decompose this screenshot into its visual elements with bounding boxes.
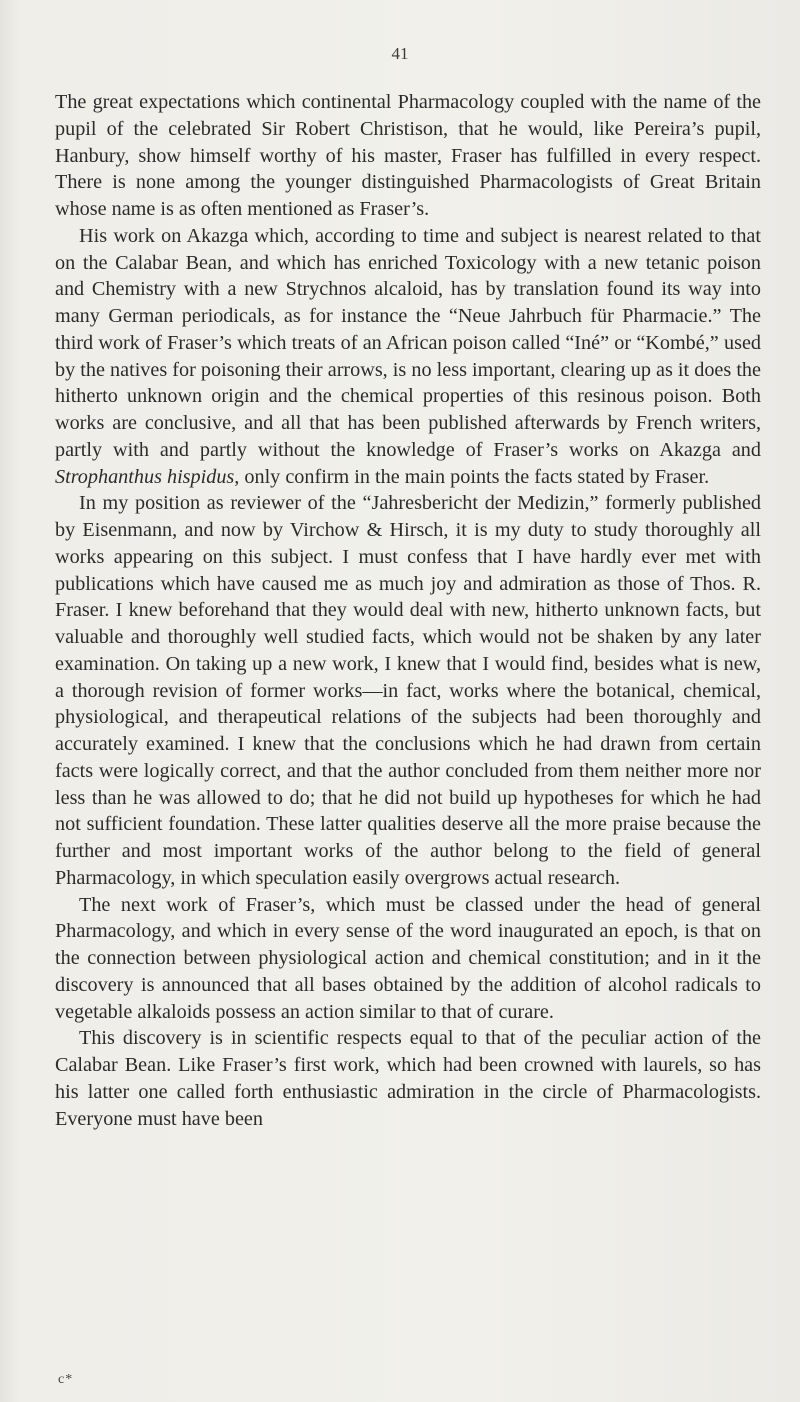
paragraph-1: The great expectations which continental Pharmacology coupled with the name of the pupil of the celebrated Sir Robert Christison, that he would, like Pereira’s pupil, Hanbury, show himself worthy of his master, Fraser has fulfilled in every respect. There is none among the younger distinguished Pharmacologists of Great Britain whose name is as often mentioned as Fraser’s. bbox=[55, 91, 761, 220]
paragraph-2-tail: , only confirm in the main points the facts stated by Fraser. bbox=[234, 465, 710, 488]
paragraph-2 bbox=[55, 223, 761, 491]
paragraph-3: In my position as reviewer of the “Jahresbericht der Medizin,” formerly published by Eisenmann, and now by Virchow & Hirsch, it is my duty to study thoroughly all works appearing on this subject. I must confess that I have hardly ever met with publications which have caused me as much joy and admiration as those of Thos. R. Fraser. I knew beforehand that they would deal with new, hitherto unknown facts, but valuable and thoroughly well studied facts, which would not be shaken by any later examination. On taking up a new work, I knew that I would find, besides what is new, a thorough revision of former works—in fact, works where the botanical, chemical, physiological, and therapeutical relations of the subjects had been thoroughly and accurately examined. I knew that the conclusions which he had drawn from certain facts were logically correct, and that the author concluded from them neither more nor less than he was allowed to do; that he did not build up hypotheses for which he had not sufficient foundation. These latter qualities deserve all the more praise because the further and most important works of the author belong to the field of general Pharmacology, in which speculation easily overgrows actual research. bbox=[55, 492, 761, 889]
paragraph-4: The next work of Fraser’s, which must be classed under the head of general Pharmacology, and which in every sense of the word inaugurated an epoch, is that on the connection between physiological action and chemical constitution; and in it the discovery is announced that all bases obtained by the addition of alcohol radicals to vegetable alkaloids possess an action similar to that of curare. bbox=[55, 893, 761, 1023]
signature-mark: c* bbox=[58, 1372, 74, 1387]
body-text bbox=[55, 89, 761, 1132]
paragraph-5: This discovery is in scientific respects equal to that of the peculiar action of the Calabar Bean. Like Fraser’s first work, which had been crowned with laurels, so has his latter one called forth enthusiastic admiration in the circle of Pharmacologists. Everyone must have been bbox=[55, 1027, 761, 1130]
page-number: 41 bbox=[391, 44, 409, 63]
species-name: Strophanthus hispidus bbox=[55, 465, 235, 488]
paragraph-2-text: His work on Akazga which, according to time and subject is nearest related to that on the Calabar Bean, and which has enriched Toxicology with a new tetanic poison and Chemistry with a new Strychnos alcaloid, has by translation found its way into many German periodicals, as for instance the “Neue Jahrbuch für Pharmacie.” The third work of Fraser’s which treats of an African poison called “Iné” or “Kombé,” used by the natives for poisoning their arrows, is no less important, clearing up as it does the hitherto unknown origin and the chemical properties of this resinous poison. Both works are conclusive, and all that has been published afterwards by French writers, partly with and partly without the knowledge of Fraser’s works on Akazga and bbox=[55, 224, 761, 461]
